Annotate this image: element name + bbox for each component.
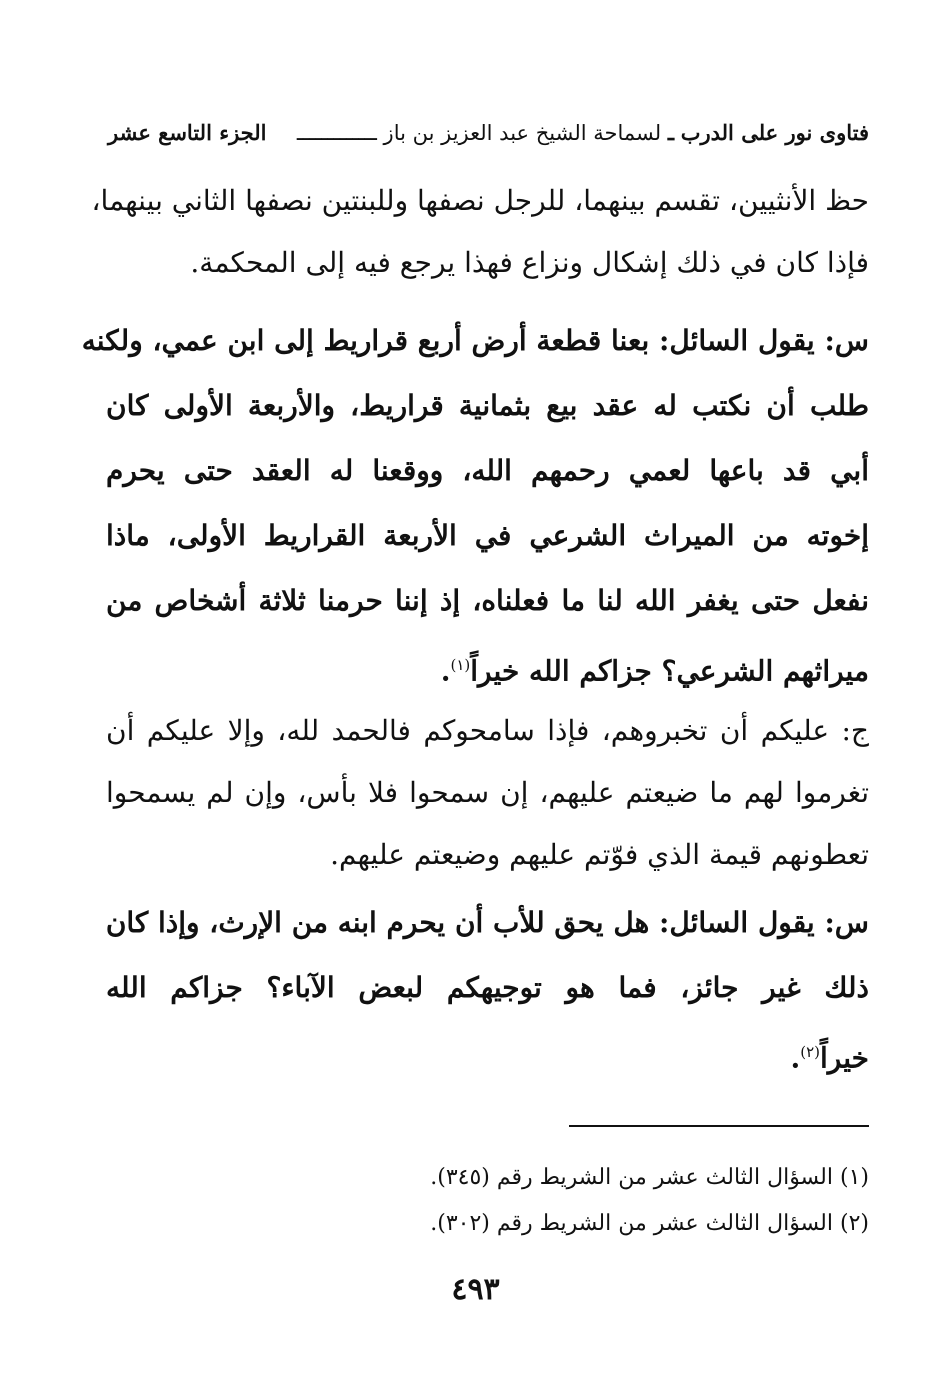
header-right xyxy=(297,120,869,145)
footnote-ref-2: (٢) xyxy=(800,1043,820,1061)
page-number: ٤٩٣ xyxy=(451,1272,500,1307)
text-line: ذلك غير جائز، فما هو توجيهكم لبعض الآباء؟ جزاكم الله xyxy=(106,971,869,1004)
footnotes xyxy=(300,1155,869,1247)
text-line: تغرموا لهم ما ضيعتم عليهم، إن سمحوا فلا بأس، وإن لم يسمحوا xyxy=(106,776,869,809)
question-1 xyxy=(81,308,869,698)
question-2 xyxy=(106,890,869,1085)
footnote-ref-1: (١) xyxy=(450,656,471,674)
footnote-item: (١) السؤال الثالث عشر من الشريط رقم (٣٤٥). xyxy=(430,1165,869,1190)
text-line: س: يقول السائل: بعنا قطعة أرض أربع قراريط إلى ابن عمي، ولكنه xyxy=(81,324,869,357)
text-line: تعطونهم قيمة الذي فوّتم عليهم وضيعتم عليهم. xyxy=(330,838,869,871)
text-fragment: خيراً xyxy=(820,1041,869,1075)
header-separator: ـــــــــــــ xyxy=(296,120,377,145)
text-line-last xyxy=(106,633,869,698)
text-line: حظ الأنثيين، تقسم بينهما، للرجل نصفها وللبنتين نصفها الثاني بينهما، xyxy=(91,184,869,217)
answer-continuation xyxy=(91,170,869,294)
text-fragment: ميراثهم الشرعي؟ جزاكم الله خيراً xyxy=(470,654,869,688)
end-punctuation: . xyxy=(440,654,451,688)
running-header xyxy=(108,112,869,152)
answer-1 xyxy=(106,700,869,886)
author-name: لسماحة الشيخ عبد العزيز بن باز xyxy=(383,120,662,145)
text-line: س: يقول السائل: هل يحق للأب أن يحرم ابنه من الإرث، وإذا كان xyxy=(105,906,869,939)
footnote-item: (٢) السؤال الثالث عشر من الشريط رقم (٣٠٢). xyxy=(430,1211,869,1236)
text-line: طلب أن نكتب له عقد بيع بثمانية قراريط، والأربعة الأولى كان xyxy=(106,389,869,422)
text-line-last xyxy=(106,1020,869,1085)
text-line: أبي قد باعها لعمي رحمهم الله، ووقعنا له العقد حتى يحرم xyxy=(106,454,869,487)
text-line: نفعل حتى يغفر الله لنا ما فعلناه، إذ إننا حرمنا ثلاثة أشخاص من xyxy=(106,584,869,617)
footnote-divider xyxy=(569,1125,869,1127)
text-line: فإذا كان في ذلك إشكال ونزاع فهذا يرجع فيه إلى المحكمة. xyxy=(190,246,869,279)
volume-label: الجزء التاسع عشر xyxy=(108,119,267,145)
text-line: إخوته من الميراث الشرعي في الأربعة القراريط الأولى، ماذا xyxy=(106,519,869,552)
text-line: ج: عليكم أن تخبروهم، فإذا سامحوكم فالحمد لله، وإلا عليكم أن xyxy=(106,714,869,747)
book-title: فتاوى نور على الدرب xyxy=(680,119,869,145)
end-punctuation: . xyxy=(790,1041,801,1075)
header-dash: ـ xyxy=(667,119,675,145)
